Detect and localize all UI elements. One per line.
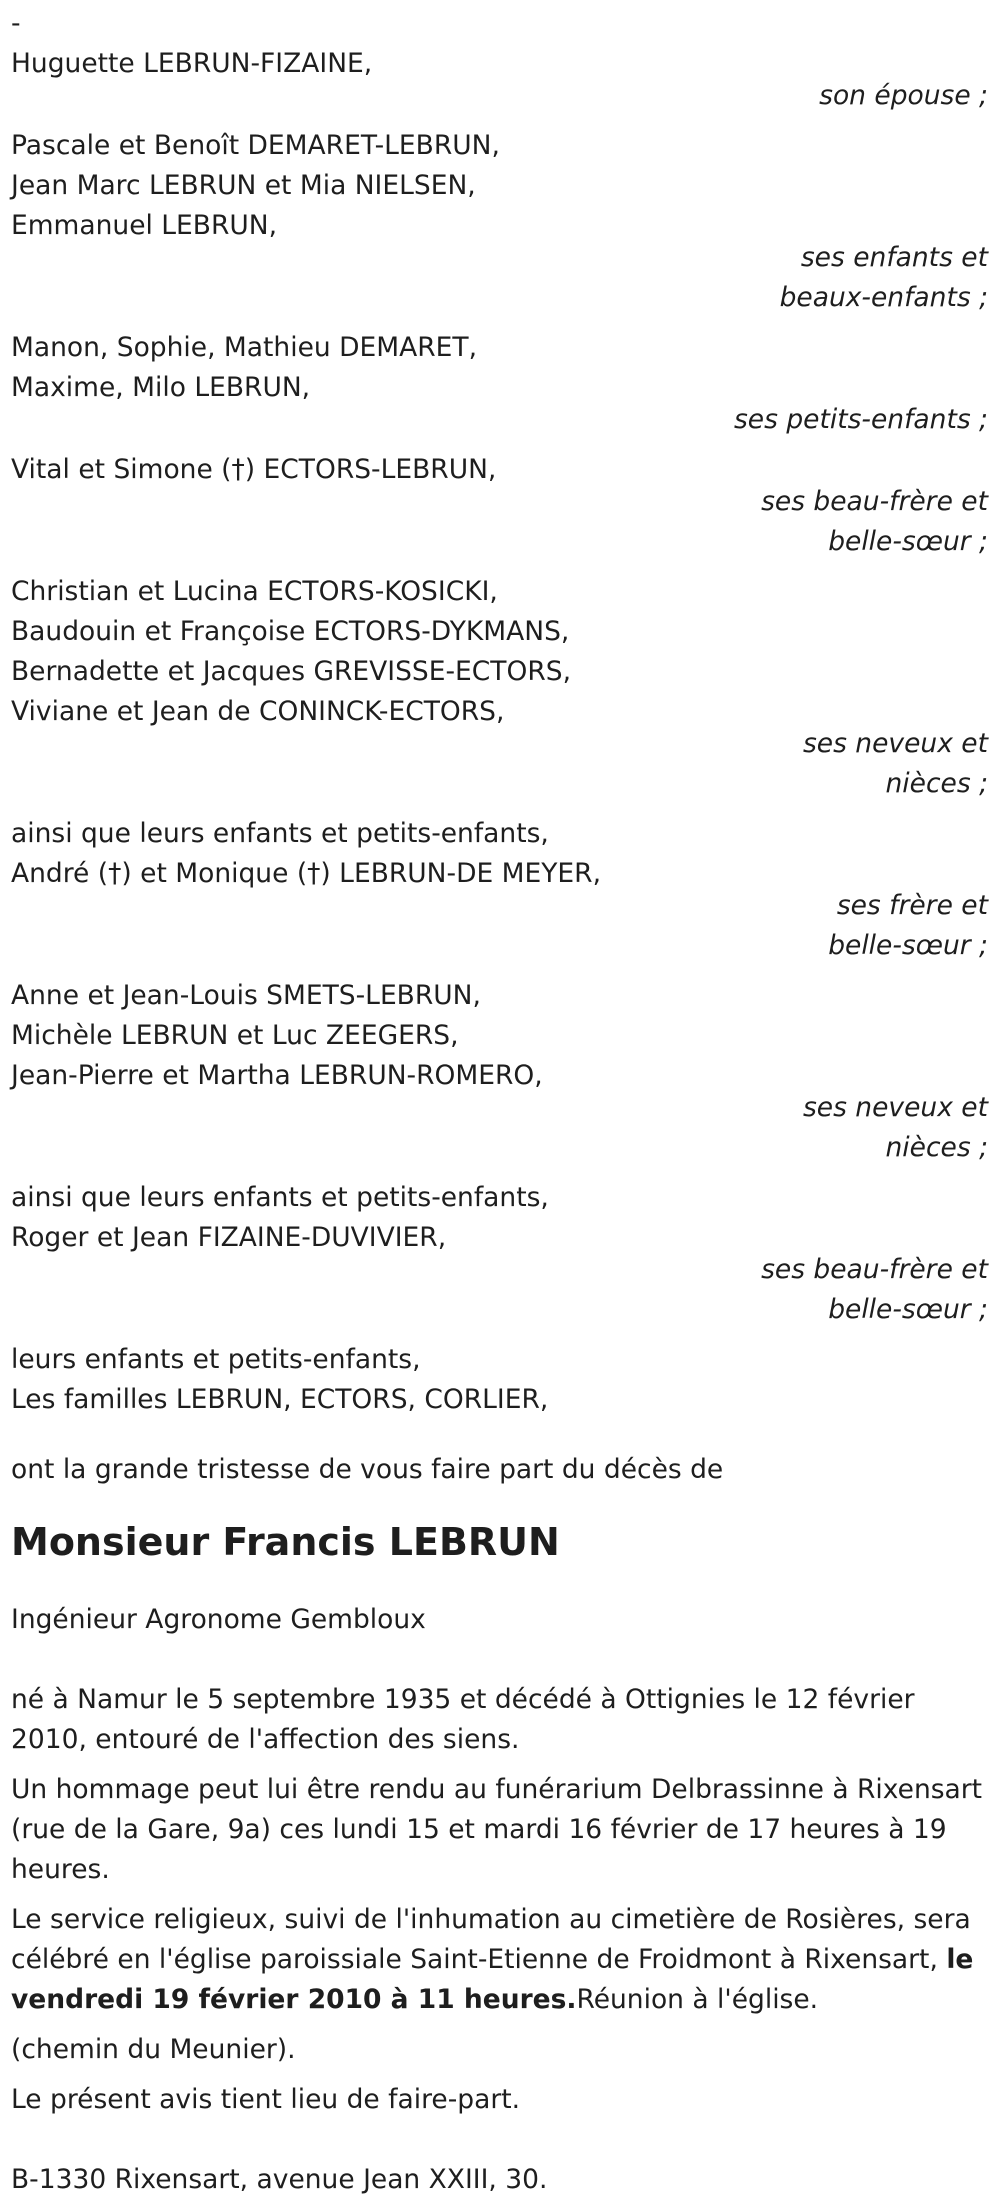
service-text: Le service religieux, suivi de l'inhumation au cimetière de Rosières, sera célébré en l'église paroissiale Saint-Etienne de Froidmont à Rixensart, — [11, 1904, 971, 1975]
family-name-line: Maxime, Milo LEBRUN, — [11, 372, 311, 403]
family-group-brother-in-law — [11, 450, 988, 562]
family-group-nephews-lebrun — [11, 976, 988, 1168]
family-name-line: Pascale et Benoît DEMARET-LEBRUN, — [11, 130, 500, 161]
family-name-line: Anne et Jean-Louis SMETS-LEBRUN, — [11, 980, 481, 1011]
family-group-brother — [11, 814, 988, 966]
family-name-line: Viviane et Jean de CONINCK-ECTORS, — [11, 696, 505, 727]
birth-death-paragraph: né à Namur le 5 septembre 1935 et décédé à Ottignies le 12 février 2010, entouré de l'affection des siens. — [11, 1684, 915, 1755]
family-group-grandchildren — [11, 328, 988, 440]
relation-label: ses neveux et nièces ; — [802, 1092, 988, 1163]
family-name-line: Michèle LEBRUN et Luc ZEEGERS, — [11, 1020, 459, 1051]
family-group-families — [11, 1340, 988, 1420]
family-name-line: Manon, Sophie, Mathieu DEMARET, — [11, 332, 478, 363]
family-name-line: Jean-Pierre et Martha LEBRUN-ROMERO, — [11, 1060, 543, 1091]
family-name-line: Baudouin et Françoise ECTORS-DYKMANS, — [11, 616, 570, 647]
family-name-line: Roger et Jean FIZAINE-DUVIVIER, — [11, 1222, 447, 1253]
family-name-line: Huguette LEBRUN-FIZAINE, — [11, 48, 373, 79]
relation-label: ses frère et belle-sœur ; — [828, 890, 988, 961]
family-name-line: André (†) et Monique (†) LEBRUN-DE MEYER, — [11, 858, 602, 889]
deceased-name: Monsieur Francis LEBRUN — [11, 1520, 560, 1564]
chemin-line: (chemin du Meunier). — [11, 2034, 296, 2065]
family-name-line: Vital et Simone (†) ECTORS-LEBRUN, — [11, 454, 497, 485]
service-date: le vendredi 19 février 2010 à 11 heures. — [11, 1944, 974, 2015]
family-group-children — [11, 126, 988, 318]
family-name-line: ainsi que leurs enfants et petits-enfants, — [11, 818, 549, 849]
family-group-nephews-ectors — [11, 572, 988, 804]
family-name-line: Emmanuel LEBRUN, — [11, 210, 278, 241]
relation-label: son épouse ; — [819, 80, 988, 111]
relation-label: ses enfants et beaux-enfants ; — [779, 242, 988, 313]
deceased-title: Ingénieur Agronome Gembloux — [11, 1604, 426, 1635]
service-after: Réunion à l'église. — [576, 1984, 819, 2015]
relation-label: ses beau-frère et belle-sœur ; — [761, 1254, 988, 1325]
family-group-fizaine — [11, 1178, 988, 1330]
announcement-intro: ont la grande tristesse de vous faire part du décès de — [11, 1454, 724, 1485]
family-group-spouse — [11, 44, 988, 116]
family-name-line: Bernadette et Jacques GREVISSE-ECTORS, — [11, 656, 572, 687]
family-name-line: Les familles LEBRUN, ECTORS, CORLIER, — [11, 1384, 549, 1415]
family-name-line: ainsi que leurs enfants et petits-enfants, — [11, 1182, 549, 1213]
family-name-line: leurs enfants et petits-enfants, — [11, 1344, 421, 1375]
address-line: B-1330 Rixensart, avenue Jean XXIII, 30. — [11, 2164, 548, 2195]
notice-line: Le présent avis tient lieu de faire-part. — [11, 2084, 521, 2115]
relation-label: ses petits-enfants ; — [734, 404, 988, 435]
relation-label: ses beau-frère et belle-sœur ; — [761, 486, 988, 557]
leading-dash: - — [11, 8, 21, 39]
relation-label: ses neveux et nièces ; — [802, 728, 988, 799]
family-name-line: Christian et Lucina ECTORS-KOSICKI, — [11, 576, 498, 607]
family-name-line: Jean Marc LEBRUN et Mia NIELSEN, — [11, 170, 476, 201]
homage-paragraph: Un hommage peut lui être rendu au funérarium Delbrassinne à Rixensart (rue de la Gare, 9a) ces lundi 15 et mardi 16 février de 17 heures à 19 heures. — [11, 1774, 983, 1885]
service-paragraph — [11, 1900, 988, 2020]
